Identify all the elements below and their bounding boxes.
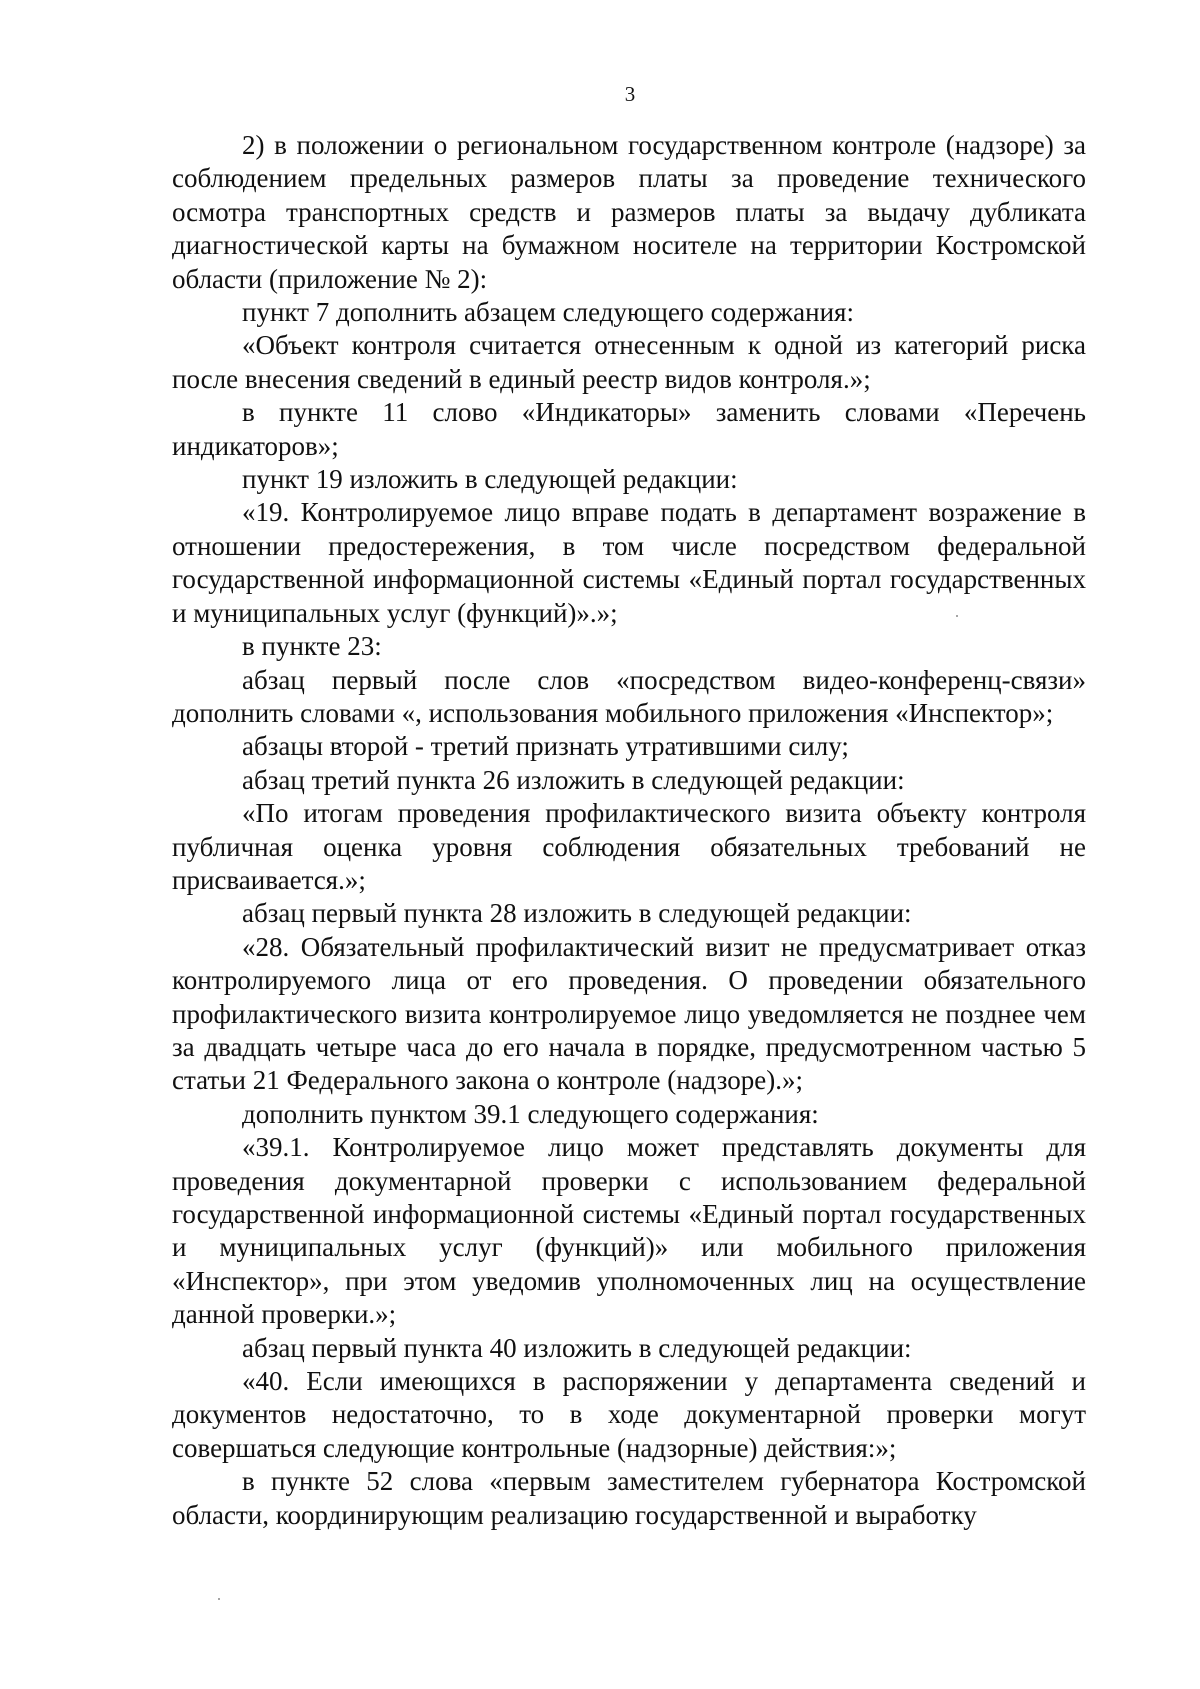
scan-speck xyxy=(218,1598,220,1600)
paragraph: абзац третий пункта 26 изложить в следующей редакции: xyxy=(242,764,905,795)
paragraph: «По итогам проведения профилактического визита объекту контроля публичная оценка уровня соблюдения обязательных требований не присваивается.»; xyxy=(172,798,1086,895)
paragraph: «40. Если имеющихся в распоряжении у департамента сведений и документов недостаточно, то в ходе документарной проверки могут совершаться следующие контрольные (надзорные) действия:»; xyxy=(172,1366,1086,1463)
paragraph: в пункте 52 слова «первым заместителем губернатора Костромской области, координирующим реализацию государственной и выработку xyxy=(172,1466,1086,1530)
paragraph: пункт 7 дополнить абзацем следующего содержания: xyxy=(242,297,854,328)
paragraph: 2) в положении о региональном государственном контроле (надзоре) за соблюдением предельных размеров платы за проведение технического осмотра транспортных средств и размеров платы за выдачу дубликата диагностической карты на бумажном носителе на территории Костромской области (приложение № 2): xyxy=(172,130,1086,294)
paragraph: дополнить пунктом 39.1 следующего содержания: xyxy=(242,1098,819,1129)
paragraph: абзацы второй - третий признать утратившими силу; xyxy=(242,731,849,762)
paragraph: «28. Обязательный профилактический визит не предусматривает отказ контролируемого лица от его проведения. О проведении обязательного профилактического визита контролируемое лицо уведомляется не позднее чем за двадцать четыре часа до его начала в порядке, предусмотренном частью 5 статьи 21 Федерального закона о контроле (надзоре).»; xyxy=(172,931,1086,1096)
paragraph: «19. Контролируемое лицо вправе подать в департамент возражение в отношении предостережения, в том числе посредством федеральной государственной информационной системы «Единый портал государственных и муниципальных услуг (функций)».»; xyxy=(172,497,1086,628)
paragraph: пункт 19 изложить в следующей редакции: xyxy=(242,464,738,495)
paragraph: абзац первый пункта 40 изложить в следующей редакции: xyxy=(242,1332,912,1363)
paragraph: «Объект контроля считается отнесенным к одной из категорий риска после внесения сведений в единый реестр видов контроля.»; xyxy=(172,330,1086,394)
scan-speck xyxy=(956,615,958,617)
page-number: 3 xyxy=(624,82,636,106)
paragraph: «39.1. Контролируемое лицо может представлять документы для проведения документарной проверки с использованием федеральной государственной информационной системы «Единый портал государственных и муниципальных услуг (функций)» или мобильного приложения «Инспектор», при этом уведомив уполномоченных лиц на осуществление данной проверки.»; xyxy=(172,1132,1086,1330)
document-body xyxy=(172,129,1086,1532)
paragraph: абзац первый пункта 28 изложить в следующей редакции: xyxy=(242,898,912,929)
paragraph: в пункте 23: xyxy=(242,631,382,662)
paragraph: в пункте 11 слово «Индикаторы» заменить словами «Перечень индикаторов»; xyxy=(172,397,1086,461)
paragraph: абзац первый после слов «посредством видео-конференц-связи» дополнить словами «, использования мобильного приложения «Инспектор»; xyxy=(172,664,1086,728)
